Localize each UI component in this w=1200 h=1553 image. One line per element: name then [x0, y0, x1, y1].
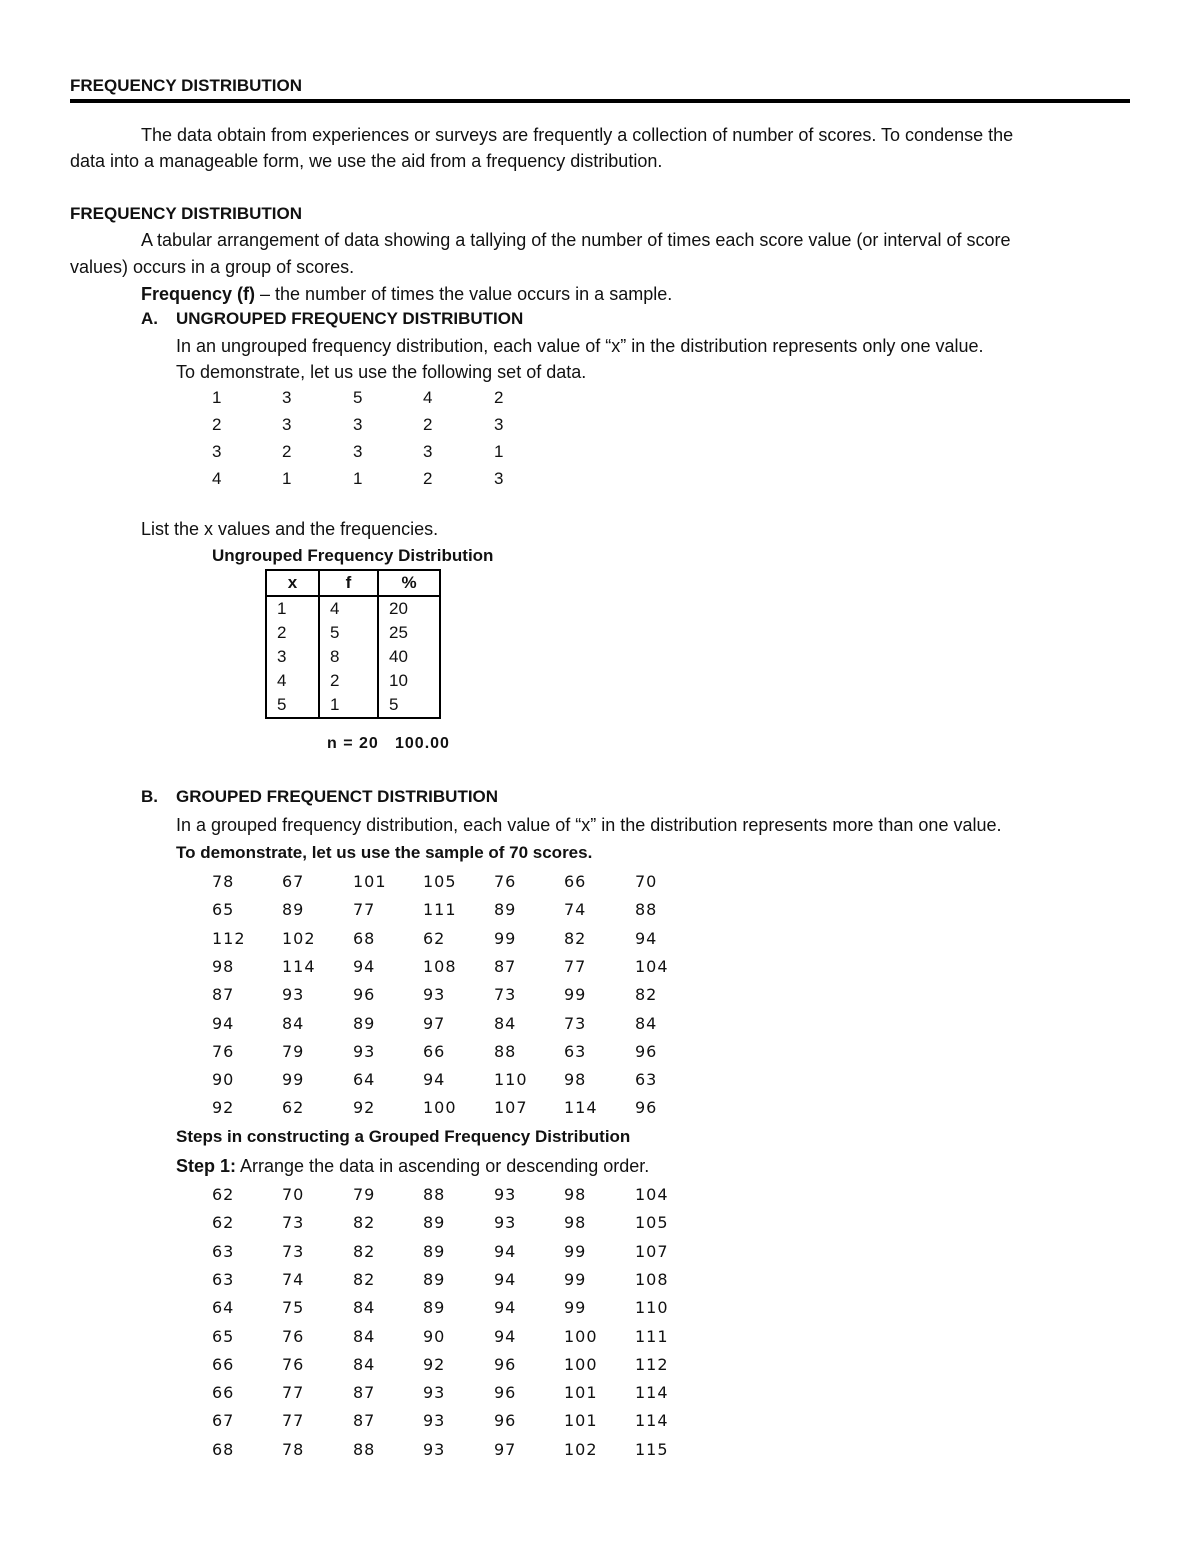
section-a-letter: A. — [141, 309, 158, 328]
score-value: 94 — [635, 928, 658, 948]
score-value: 64 — [353, 1070, 376, 1090]
score-value: 76 — [212, 1041, 235, 1061]
score-value: 112 — [212, 928, 246, 948]
f-cell: 1 — [319, 693, 378, 718]
score-value: 89 — [494, 900, 517, 920]
score-value: 101 — [564, 1383, 598, 1403]
score-value: 3 — [282, 415, 292, 434]
score-value: 68 — [212, 1439, 235, 1459]
score-value: 93 — [494, 1185, 517, 1204]
score-value: 94 — [494, 1298, 517, 1318]
score-value: 2 — [423, 469, 433, 488]
score-value: 100 — [423, 1098, 457, 1118]
score-value: 84 — [353, 1354, 376, 1374]
score-value: 93 — [423, 1439, 446, 1459]
score-value: 97 — [423, 1013, 446, 1033]
score-value: 3 — [353, 442, 363, 461]
score-value: 111 — [423, 900, 457, 920]
score-value: 66 — [564, 872, 587, 891]
score-value: 98 — [212, 956, 235, 976]
list-instruction: List the x values and the frequencies. — [141, 519, 439, 539]
ungrouped-frequency-table — [265, 569, 441, 719]
score-value: 104 — [635, 956, 669, 976]
score-value: 62 — [212, 1185, 235, 1204]
score-value: 2 — [423, 415, 433, 434]
score-value: 3 — [494, 469, 504, 488]
score-value: 107 — [494, 1098, 528, 1118]
score-value: 114 — [635, 1383, 669, 1403]
score-value: 98 — [564, 1185, 587, 1204]
score-value: 89 — [423, 1241, 446, 1261]
step-1-label: Step 1: — [176, 1156, 237, 1176]
section-b-letter: B. — [141, 787, 158, 806]
score-value: 99 — [564, 1269, 587, 1289]
score-value: 66 — [212, 1383, 235, 1403]
section-a-line-2: To demonstrate, let us use the following set of data. — [176, 362, 587, 382]
score-value: 93 — [494, 1213, 517, 1233]
score-value: 84 — [353, 1326, 376, 1346]
score-value: 77 — [282, 1411, 305, 1431]
score-value: 82 — [353, 1269, 376, 1289]
table-row — [266, 645, 440, 669]
f-cell: 8 — [319, 645, 378, 669]
score-value: 65 — [212, 900, 235, 920]
score-value: 63 — [212, 1241, 235, 1261]
score-value: 89 — [423, 1298, 446, 1318]
score-value: 3 — [494, 415, 504, 434]
score-value: 63 — [212, 1269, 235, 1289]
column-header-percent: % — [378, 570, 440, 596]
table-title: Ungrouped Frequency Distribution — [212, 546, 494, 565]
score-value: 94 — [494, 1269, 517, 1289]
section-b-heading: GROUPED FREQUENCT DISTRIBUTION — [176, 787, 499, 806]
f-cell: 4 — [319, 596, 378, 621]
score-value: 76 — [494, 872, 517, 891]
score-value: 99 — [494, 928, 517, 948]
score-value: 3 — [353, 415, 363, 434]
column-header-f: f — [319, 570, 378, 596]
score-value: 65 — [212, 1326, 235, 1346]
score-value: 87 — [353, 1411, 376, 1431]
score-value: 100 — [564, 1326, 598, 1346]
score-value: 63 — [635, 1070, 658, 1090]
score-value: 87 — [353, 1383, 376, 1403]
score-value: 89 — [282, 900, 305, 920]
score-value: 64 — [212, 1298, 235, 1318]
frequency-text: – the number of times the value occurs in a sample. — [255, 284, 673, 304]
table-header-row — [266, 570, 440, 596]
intro-line-1: The data obtain from experiences or surveys are frequently a collection of number of scores. To condense the — [141, 125, 1014, 145]
score-value: 94 — [494, 1326, 517, 1346]
score-value: 114 — [635, 1411, 669, 1431]
score-value: 87 — [494, 956, 517, 976]
score-value: 98 — [564, 1070, 587, 1090]
score-value: 94 — [353, 956, 376, 976]
score-value: 90 — [423, 1326, 446, 1346]
score-value: 102 — [564, 1439, 598, 1459]
section-a-line-1: In an ungrouped frequency distribution, each value of “x” in the distribution represents only one value. — [176, 336, 984, 356]
section-b-line-1: In a grouped frequency distribution, each value of “x” in the distribution represents more than one value. — [176, 815, 1002, 835]
score-value: 74 — [564, 900, 587, 920]
step-1-text: Arrange the data in ascending or descending order. — [236, 1156, 650, 1176]
score-value: 101 — [564, 1411, 598, 1431]
score-value: 3 — [212, 442, 222, 461]
percent-cell: 5 — [378, 693, 440, 718]
score-value: 78 — [282, 1439, 305, 1459]
score-value: 73 — [494, 985, 517, 1005]
percent-cell: 20 — [378, 596, 440, 621]
score-value: 98 — [564, 1213, 587, 1233]
definition-line-2: values) occurs in a group of scores. — [70, 257, 355, 277]
score-value: 96 — [635, 1098, 658, 1118]
x-cell: 3 — [266, 645, 319, 669]
score-value: 5 — [353, 388, 363, 407]
score-value: 1 — [353, 469, 363, 488]
score-value: 93 — [423, 1411, 446, 1431]
score-value: 93 — [353, 1041, 376, 1061]
score-value: 77 — [564, 956, 587, 976]
score-value: 62 — [423, 928, 446, 948]
score-value: 88 — [423, 1185, 446, 1204]
score-value: 73 — [282, 1213, 305, 1233]
score-value: 96 — [353, 985, 376, 1005]
score-value: 97 — [494, 1439, 517, 1459]
x-cell: 2 — [266, 621, 319, 645]
score-value: 75 — [282, 1298, 305, 1318]
score-value: 67 — [212, 1411, 235, 1431]
score-value: 79 — [282, 1041, 305, 1061]
score-value: 96 — [494, 1383, 517, 1403]
frequency-definition — [141, 283, 672, 305]
score-value: 96 — [494, 1411, 517, 1431]
score-value: 94 — [423, 1070, 446, 1090]
score-value: 77 — [353, 900, 376, 920]
f-cell: 5 — [319, 621, 378, 645]
score-value: 104 — [635, 1185, 669, 1204]
steps-heading: Steps in constructing a Grouped Frequency Distribution — [176, 1127, 631, 1146]
score-value: 76 — [282, 1354, 305, 1374]
score-value: 2 — [494, 388, 504, 407]
score-value: 99 — [564, 985, 587, 1005]
score-value: 89 — [423, 1213, 446, 1233]
score-value: 99 — [564, 1241, 587, 1261]
score-value: 78 — [212, 872, 235, 891]
score-value: 92 — [212, 1098, 235, 1118]
score-value: 73 — [282, 1241, 305, 1261]
score-value: 99 — [282, 1070, 305, 1090]
score-value: 70 — [635, 872, 658, 891]
score-value: 99 — [564, 1298, 587, 1318]
score-value: 94 — [494, 1241, 517, 1261]
score-value: 82 — [353, 1241, 376, 1261]
score-value: 93 — [282, 985, 305, 1005]
score-value: 82 — [353, 1213, 376, 1233]
score-value: 102 — [282, 928, 316, 948]
score-value: 94 — [212, 1013, 235, 1033]
section-b-line-2: To demonstrate, let us use the sample of 70 scores. — [176, 843, 593, 862]
score-value: 114 — [564, 1098, 598, 1118]
score-value: 87 — [212, 985, 235, 1005]
title-rule — [70, 99, 1130, 103]
percent-cell: 25 — [378, 621, 440, 645]
x-cell: 5 — [266, 693, 319, 718]
score-value: 88 — [494, 1041, 517, 1061]
score-value: 76 — [282, 1326, 305, 1346]
score-value: 84 — [353, 1298, 376, 1318]
score-value: 112 — [635, 1354, 669, 1374]
score-value: 105 — [635, 1213, 669, 1233]
score-value: 3 — [423, 442, 433, 461]
step-1 — [176, 1155, 649, 1177]
score-value: 84 — [494, 1013, 517, 1033]
score-value: 110 — [494, 1070, 528, 1090]
frequency-term: Frequency (f) — [141, 284, 256, 304]
score-value: 66 — [212, 1354, 235, 1374]
score-value: 96 — [635, 1041, 658, 1061]
score-value: 1 — [494, 442, 504, 461]
score-value: 1 — [282, 469, 292, 488]
score-value: 92 — [353, 1098, 376, 1118]
score-value: 108 — [423, 956, 457, 976]
score-value: 1 — [212, 388, 222, 407]
score-value: 4 — [212, 469, 222, 488]
score-value: 62 — [212, 1213, 235, 1233]
table-row — [266, 621, 440, 645]
score-value: 107 — [635, 1241, 669, 1261]
score-value: 62 — [282, 1098, 305, 1118]
page-title: FREQUENCY DISTRIBUTION — [70, 76, 303, 95]
f-cell: 2 — [319, 669, 378, 693]
x-cell: 1 — [266, 596, 319, 621]
score-value: 90 — [212, 1070, 235, 1090]
definition-line-1: A tabular arrangement of data showing a tallying of the number of times each score value (or interval of score — [141, 230, 1011, 250]
score-value: 84 — [635, 1013, 658, 1033]
score-value: 92 — [423, 1354, 446, 1374]
intro-line-2: data into a manageable form, we use the aid from a frequency distribution. — [70, 151, 663, 171]
score-value: 115 — [635, 1439, 669, 1459]
score-value: 88 — [635, 900, 658, 920]
section-a-heading: UNGROUPED FREQUENCY DISTRIBUTION — [176, 309, 524, 328]
table-row — [266, 693, 440, 718]
score-value: 82 — [564, 928, 587, 948]
score-value: 2 — [212, 415, 222, 434]
score-value: 100 — [564, 1354, 598, 1374]
score-value: 73 — [564, 1013, 587, 1033]
score-value: 70 — [282, 1185, 305, 1204]
score-value: 66 — [423, 1041, 446, 1061]
score-value: 89 — [423, 1269, 446, 1289]
score-value: 114 — [282, 956, 316, 976]
definition-heading: FREQUENCY DISTRIBUTION — [70, 204, 303, 223]
percent-cell: 10 — [378, 669, 440, 693]
score-value: 2 — [282, 442, 292, 461]
x-cell: 4 — [266, 669, 319, 693]
score-value: 67 — [282, 872, 305, 891]
score-value: 93 — [423, 985, 446, 1005]
score-value: 79 — [353, 1185, 376, 1204]
score-value: 3 — [282, 388, 292, 407]
score-value: 110 — [635, 1298, 669, 1318]
score-value: 4 — [423, 388, 433, 407]
score-value: 108 — [635, 1269, 669, 1289]
score-value: 93 — [423, 1383, 446, 1403]
n-total: n = 20 — [327, 735, 379, 752]
table-row — [266, 596, 440, 621]
score-value: 111 — [635, 1326, 669, 1346]
score-value: 74 — [282, 1269, 305, 1289]
score-value: 88 — [353, 1439, 376, 1459]
score-value: 96 — [494, 1354, 517, 1374]
score-value: 101 — [353, 872, 387, 891]
score-value: 68 — [353, 928, 376, 948]
score-value: 89 — [353, 1013, 376, 1033]
percent-cell: 40 — [378, 645, 440, 669]
score-value: 84 — [282, 1013, 305, 1033]
percent-total: 100.00 — [395, 735, 450, 752]
score-value: 105 — [423, 872, 457, 891]
score-value: 63 — [564, 1041, 587, 1061]
column-header-x: x — [266, 570, 319, 596]
score-value: 82 — [635, 985, 658, 1005]
table-row — [266, 669, 440, 693]
score-value: 77 — [282, 1383, 305, 1403]
